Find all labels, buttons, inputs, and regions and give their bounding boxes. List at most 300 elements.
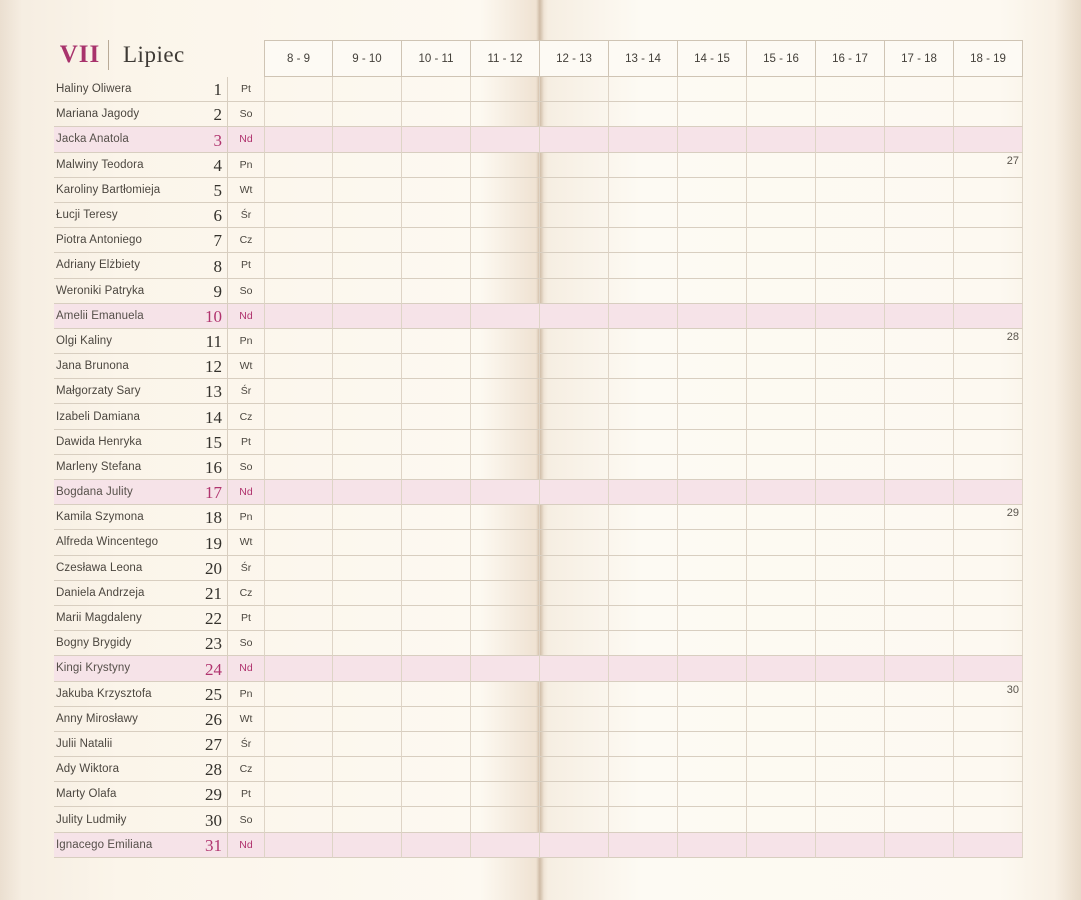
hour-slot-cell[interactable] xyxy=(540,153,609,178)
hour-slot-cell[interactable] xyxy=(816,581,885,606)
hour-slot-cell[interactable] xyxy=(333,757,402,782)
hour-slot-cell[interactable] xyxy=(471,581,540,606)
hour-slot-cell[interactable] xyxy=(333,178,402,203)
hour-slot-cell[interactable] xyxy=(885,77,954,102)
hour-slot-cell[interactable] xyxy=(678,203,747,228)
hour-slot-cell[interactable] xyxy=(540,379,609,404)
hour-slot-cell[interactable] xyxy=(678,581,747,606)
hour-slot-cell[interactable] xyxy=(264,430,333,455)
hour-slot-cell[interactable] xyxy=(609,807,678,832)
hour-slot-cell[interactable] xyxy=(885,379,954,404)
hour-slot-cell[interactable] xyxy=(954,556,1023,581)
hour-slot-cell[interactable] xyxy=(747,707,816,732)
hour-slot-cell[interactable] xyxy=(540,329,609,354)
hour-slot-cell[interactable] xyxy=(402,707,471,732)
hour-slot-cell[interactable] xyxy=(747,127,816,152)
hour-slot-cell[interactable] xyxy=(678,606,747,631)
hour-slot-cell[interactable] xyxy=(471,253,540,278)
hour-slot-cell[interactable] xyxy=(885,253,954,278)
hour-slot-cell[interactable] xyxy=(747,455,816,480)
hour-slot-cell[interactable] xyxy=(333,153,402,178)
hour-slot-cell[interactable] xyxy=(678,354,747,379)
hour-slot-cell[interactable] xyxy=(747,480,816,505)
hour-slot-cell[interactable] xyxy=(471,228,540,253)
hour-slot-cell[interactable] xyxy=(747,430,816,455)
hour-slot-cell[interactable] xyxy=(816,379,885,404)
hour-slot-cell[interactable] xyxy=(471,279,540,304)
hour-slot-cell[interactable] xyxy=(816,404,885,429)
hour-slot-cell[interactable] xyxy=(885,707,954,732)
hour-slot-cell[interactable] xyxy=(954,807,1023,832)
hour-slot-cell[interactable] xyxy=(747,581,816,606)
hour-slot-cell[interactable] xyxy=(471,354,540,379)
hour-slot-cell[interactable] xyxy=(471,404,540,429)
hour-slot-cell[interactable] xyxy=(540,807,609,832)
hour-slot-cell[interactable] xyxy=(816,505,885,530)
hour-slot-cell[interactable] xyxy=(954,505,1023,530)
hour-slot-cell[interactable] xyxy=(816,127,885,152)
hour-slot-cell[interactable] xyxy=(678,455,747,480)
hour-slot-cell[interactable] xyxy=(747,732,816,757)
hour-slot-cell[interactable] xyxy=(402,304,471,329)
hour-slot-cell[interactable] xyxy=(885,354,954,379)
hour-slot-cell[interactable] xyxy=(816,757,885,782)
hour-slot-cell[interactable] xyxy=(885,833,954,858)
hour-slot-cell[interactable] xyxy=(333,430,402,455)
hour-slot-cell[interactable] xyxy=(264,782,333,807)
hour-slot-cell[interactable] xyxy=(678,404,747,429)
hour-slot-cell[interactable] xyxy=(609,253,678,278)
hour-slot-cell[interactable] xyxy=(954,732,1023,757)
hour-slot-cell[interactable] xyxy=(402,203,471,228)
hour-slot-cell[interactable] xyxy=(402,228,471,253)
hour-slot-cell[interactable] xyxy=(471,127,540,152)
hour-slot-cell[interactable] xyxy=(678,178,747,203)
hour-slot-cell[interactable] xyxy=(609,178,678,203)
hour-slot-cell[interactable] xyxy=(471,682,540,707)
hour-slot-cell[interactable] xyxy=(678,505,747,530)
hour-slot-cell[interactable] xyxy=(333,732,402,757)
hour-slot-cell[interactable] xyxy=(333,530,402,555)
hour-slot-cell[interactable] xyxy=(678,379,747,404)
hour-slot-cell[interactable] xyxy=(333,807,402,832)
hour-slot-cell[interactable] xyxy=(609,228,678,253)
hour-slot-cell[interactable] xyxy=(678,228,747,253)
hour-slot-cell[interactable] xyxy=(885,178,954,203)
hour-slot-cell[interactable] xyxy=(333,127,402,152)
hour-slot-cell[interactable] xyxy=(609,530,678,555)
hour-slot-cell[interactable] xyxy=(816,707,885,732)
hour-slot-cell[interactable] xyxy=(954,77,1023,102)
hour-slot-cell[interactable] xyxy=(678,732,747,757)
hour-slot-cell[interactable] xyxy=(402,404,471,429)
hour-slot-cell[interactable] xyxy=(333,505,402,530)
hour-slot-cell[interactable] xyxy=(333,404,402,429)
hour-slot-cell[interactable] xyxy=(471,77,540,102)
hour-slot-cell[interactable] xyxy=(816,782,885,807)
hour-slot-cell[interactable] xyxy=(540,631,609,656)
hour-slot-cell[interactable] xyxy=(333,354,402,379)
hour-slot-cell[interactable] xyxy=(816,203,885,228)
hour-slot-cell[interactable] xyxy=(609,102,678,127)
hour-slot-cell[interactable] xyxy=(816,77,885,102)
hour-slot-cell[interactable] xyxy=(402,127,471,152)
hour-slot-cell[interactable] xyxy=(747,631,816,656)
hour-slot-cell[interactable] xyxy=(609,757,678,782)
hour-slot-cell[interactable] xyxy=(954,279,1023,304)
hour-slot-cell[interactable] xyxy=(678,807,747,832)
hour-slot-cell[interactable] xyxy=(954,757,1023,782)
hour-slot-cell[interactable] xyxy=(264,304,333,329)
hour-slot-cell[interactable] xyxy=(747,782,816,807)
hour-slot-cell[interactable] xyxy=(264,404,333,429)
hour-slot-cell[interactable] xyxy=(747,102,816,127)
hour-slot-cell[interactable] xyxy=(540,203,609,228)
hour-slot-cell[interactable] xyxy=(540,455,609,480)
hour-slot-cell[interactable] xyxy=(264,530,333,555)
hour-slot-cell[interactable] xyxy=(609,656,678,681)
hour-slot-cell[interactable] xyxy=(954,102,1023,127)
hour-slot-cell[interactable] xyxy=(885,530,954,555)
hour-slot-cell[interactable] xyxy=(471,707,540,732)
hour-slot-cell[interactable] xyxy=(540,833,609,858)
hour-slot-cell[interactable] xyxy=(609,379,678,404)
hour-slot-cell[interactable] xyxy=(540,279,609,304)
hour-slot-cell[interactable] xyxy=(264,505,333,530)
hour-slot-cell[interactable] xyxy=(609,505,678,530)
hour-slot-cell[interactable] xyxy=(885,228,954,253)
hour-slot-cell[interactable] xyxy=(540,354,609,379)
hour-slot-cell[interactable] xyxy=(471,430,540,455)
hour-slot-cell[interactable] xyxy=(678,631,747,656)
hour-slot-cell[interactable] xyxy=(816,631,885,656)
hour-slot-cell[interactable] xyxy=(678,530,747,555)
hour-slot-cell[interactable] xyxy=(333,606,402,631)
hour-slot-cell[interactable] xyxy=(540,606,609,631)
hour-slot-cell[interactable] xyxy=(885,329,954,354)
hour-slot-cell[interactable] xyxy=(471,480,540,505)
hour-slot-cell[interactable] xyxy=(333,203,402,228)
hour-slot-cell[interactable] xyxy=(471,656,540,681)
hour-slot-cell[interactable] xyxy=(678,757,747,782)
hour-slot-cell[interactable] xyxy=(402,354,471,379)
hour-slot-cell[interactable] xyxy=(471,505,540,530)
hour-slot-cell[interactable] xyxy=(816,682,885,707)
hour-slot-cell[interactable] xyxy=(747,606,816,631)
hour-slot-cell[interactable] xyxy=(885,606,954,631)
hour-slot-cell[interactable] xyxy=(885,279,954,304)
hour-slot-cell[interactable] xyxy=(471,631,540,656)
hour-slot-cell[interactable] xyxy=(747,354,816,379)
hour-slot-cell[interactable] xyxy=(264,480,333,505)
hour-slot-cell[interactable] xyxy=(540,556,609,581)
hour-slot-cell[interactable] xyxy=(816,480,885,505)
hour-slot-cell[interactable] xyxy=(816,732,885,757)
hour-slot-cell[interactable] xyxy=(333,379,402,404)
hour-slot-cell[interactable] xyxy=(954,203,1023,228)
hour-slot-cell[interactable] xyxy=(678,127,747,152)
hour-slot-cell[interactable] xyxy=(540,404,609,429)
hour-slot-cell[interactable] xyxy=(471,304,540,329)
hour-slot-cell[interactable] xyxy=(885,757,954,782)
hour-slot-cell[interactable] xyxy=(816,606,885,631)
hour-slot-cell[interactable] xyxy=(264,732,333,757)
hour-slot-cell[interactable] xyxy=(540,253,609,278)
hour-slot-cell[interactable] xyxy=(678,656,747,681)
hour-slot-cell[interactable] xyxy=(885,304,954,329)
hour-slot-cell[interactable] xyxy=(264,253,333,278)
hour-slot-cell[interactable] xyxy=(471,530,540,555)
hour-slot-cell[interactable] xyxy=(540,530,609,555)
hour-slot-cell[interactable] xyxy=(471,379,540,404)
hour-slot-cell[interactable] xyxy=(264,631,333,656)
hour-slot-cell[interactable] xyxy=(402,505,471,530)
hour-slot-cell[interactable] xyxy=(264,77,333,102)
hour-slot-cell[interactable] xyxy=(402,807,471,832)
hour-slot-cell[interactable] xyxy=(540,707,609,732)
hour-slot-cell[interactable] xyxy=(816,304,885,329)
hour-slot-cell[interactable] xyxy=(885,682,954,707)
hour-slot-cell[interactable] xyxy=(609,127,678,152)
hour-slot-cell[interactable] xyxy=(333,707,402,732)
hour-slot-cell[interactable] xyxy=(678,782,747,807)
hour-slot-cell[interactable] xyxy=(402,102,471,127)
hour-slot-cell[interactable] xyxy=(402,631,471,656)
hour-slot-cell[interactable] xyxy=(264,833,333,858)
hour-slot-cell[interactable] xyxy=(333,279,402,304)
hour-slot-cell[interactable] xyxy=(402,833,471,858)
hour-slot-cell[interactable] xyxy=(471,807,540,832)
hour-slot-cell[interactable] xyxy=(885,631,954,656)
hour-slot-cell[interactable] xyxy=(816,228,885,253)
hour-slot-cell[interactable] xyxy=(678,556,747,581)
hour-slot-cell[interactable] xyxy=(816,354,885,379)
hour-slot-cell[interactable] xyxy=(954,581,1023,606)
hour-slot-cell[interactable] xyxy=(402,530,471,555)
hour-slot-cell[interactable] xyxy=(954,606,1023,631)
hour-slot-cell[interactable] xyxy=(333,782,402,807)
hour-slot-cell[interactable] xyxy=(333,228,402,253)
hour-slot-cell[interactable] xyxy=(471,833,540,858)
hour-slot-cell[interactable] xyxy=(747,556,816,581)
hour-slot-cell[interactable] xyxy=(954,153,1023,178)
hour-slot-cell[interactable] xyxy=(264,606,333,631)
hour-slot-cell[interactable] xyxy=(609,833,678,858)
hour-slot-cell[interactable] xyxy=(747,253,816,278)
hour-slot-cell[interactable] xyxy=(609,404,678,429)
hour-slot-cell[interactable] xyxy=(402,556,471,581)
hour-slot-cell[interactable] xyxy=(540,480,609,505)
hour-slot-cell[interactable] xyxy=(816,807,885,832)
hour-slot-cell[interactable] xyxy=(747,329,816,354)
hour-slot-cell[interactable] xyxy=(609,354,678,379)
hour-slot-cell[interactable] xyxy=(678,102,747,127)
hour-slot-cell[interactable] xyxy=(333,304,402,329)
hour-slot-cell[interactable] xyxy=(471,455,540,480)
hour-slot-cell[interactable] xyxy=(954,782,1023,807)
hour-slot-cell[interactable] xyxy=(264,455,333,480)
hour-slot-cell[interactable] xyxy=(264,228,333,253)
hour-slot-cell[interactable] xyxy=(609,455,678,480)
hour-slot-cell[interactable] xyxy=(747,279,816,304)
hour-slot-cell[interactable] xyxy=(954,178,1023,203)
hour-slot-cell[interactable] xyxy=(402,757,471,782)
hour-slot-cell[interactable] xyxy=(540,102,609,127)
hour-slot-cell[interactable] xyxy=(747,304,816,329)
hour-slot-cell[interactable] xyxy=(402,732,471,757)
hour-slot-cell[interactable] xyxy=(885,430,954,455)
hour-slot-cell[interactable] xyxy=(333,102,402,127)
hour-slot-cell[interactable] xyxy=(678,833,747,858)
hour-slot-cell[interactable] xyxy=(609,682,678,707)
hour-slot-cell[interactable] xyxy=(954,354,1023,379)
hour-slot-cell[interactable] xyxy=(402,581,471,606)
hour-slot-cell[interactable] xyxy=(885,807,954,832)
hour-slot-cell[interactable] xyxy=(609,556,678,581)
hour-slot-cell[interactable] xyxy=(954,228,1023,253)
hour-slot-cell[interactable] xyxy=(954,379,1023,404)
hour-slot-cell[interactable] xyxy=(402,77,471,102)
hour-slot-cell[interactable] xyxy=(885,732,954,757)
hour-slot-cell[interactable] xyxy=(747,178,816,203)
hour-slot-cell[interactable] xyxy=(609,153,678,178)
hour-slot-cell[interactable] xyxy=(264,203,333,228)
hour-slot-cell[interactable] xyxy=(885,556,954,581)
hour-slot-cell[interactable] xyxy=(747,505,816,530)
hour-slot-cell[interactable] xyxy=(333,656,402,681)
hour-slot-cell[interactable] xyxy=(678,707,747,732)
hour-slot-cell[interactable] xyxy=(402,329,471,354)
hour-slot-cell[interactable] xyxy=(747,807,816,832)
hour-slot-cell[interactable] xyxy=(471,102,540,127)
hour-slot-cell[interactable] xyxy=(747,757,816,782)
hour-slot-cell[interactable] xyxy=(609,480,678,505)
hour-slot-cell[interactable] xyxy=(747,833,816,858)
hour-slot-cell[interactable] xyxy=(471,203,540,228)
hour-slot-cell[interactable] xyxy=(402,656,471,681)
hour-slot-cell[interactable] xyxy=(264,707,333,732)
hour-slot-cell[interactable] xyxy=(885,656,954,681)
hour-slot-cell[interactable] xyxy=(609,732,678,757)
hour-slot-cell[interactable] xyxy=(402,782,471,807)
hour-slot-cell[interactable] xyxy=(540,178,609,203)
hour-slot-cell[interactable] xyxy=(471,556,540,581)
hour-slot-cell[interactable] xyxy=(264,379,333,404)
hour-slot-cell[interactable] xyxy=(402,279,471,304)
hour-slot-cell[interactable] xyxy=(540,757,609,782)
hour-slot-cell[interactable] xyxy=(816,656,885,681)
hour-slot-cell[interactable] xyxy=(885,505,954,530)
hour-slot-cell[interactable] xyxy=(264,178,333,203)
hour-slot-cell[interactable] xyxy=(885,102,954,127)
hour-slot-cell[interactable] xyxy=(678,430,747,455)
hour-slot-cell[interactable] xyxy=(954,304,1023,329)
hour-slot-cell[interactable] xyxy=(471,153,540,178)
hour-slot-cell[interactable] xyxy=(264,682,333,707)
hour-slot-cell[interactable] xyxy=(747,203,816,228)
hour-slot-cell[interactable] xyxy=(540,304,609,329)
hour-slot-cell[interactable] xyxy=(816,178,885,203)
hour-slot-cell[interactable] xyxy=(333,455,402,480)
hour-slot-cell[interactable] xyxy=(954,127,1023,152)
hour-slot-cell[interactable] xyxy=(264,581,333,606)
hour-slot-cell[interactable] xyxy=(609,606,678,631)
hour-slot-cell[interactable] xyxy=(471,782,540,807)
hour-slot-cell[interactable] xyxy=(402,480,471,505)
hour-slot-cell[interactable] xyxy=(264,757,333,782)
hour-slot-cell[interactable] xyxy=(747,379,816,404)
hour-slot-cell[interactable] xyxy=(678,304,747,329)
hour-slot-cell[interactable] xyxy=(954,833,1023,858)
hour-slot-cell[interactable] xyxy=(609,329,678,354)
hour-slot-cell[interactable] xyxy=(816,253,885,278)
hour-slot-cell[interactable] xyxy=(954,480,1023,505)
hour-slot-cell[interactable] xyxy=(471,606,540,631)
hour-slot-cell[interactable] xyxy=(264,354,333,379)
hour-slot-cell[interactable] xyxy=(264,127,333,152)
hour-slot-cell[interactable] xyxy=(816,279,885,304)
hour-slot-cell[interactable] xyxy=(954,404,1023,429)
hour-slot-cell[interactable] xyxy=(954,682,1023,707)
hour-slot-cell[interactable] xyxy=(333,631,402,656)
hour-slot-cell[interactable] xyxy=(747,153,816,178)
hour-slot-cell[interactable] xyxy=(678,682,747,707)
hour-slot-cell[interactable] xyxy=(885,480,954,505)
hour-slot-cell[interactable] xyxy=(540,581,609,606)
hour-slot-cell[interactable] xyxy=(678,279,747,304)
hour-slot-cell[interactable] xyxy=(609,707,678,732)
hour-slot-cell[interactable] xyxy=(954,329,1023,354)
hour-slot-cell[interactable] xyxy=(816,102,885,127)
hour-slot-cell[interactable] xyxy=(885,153,954,178)
hour-slot-cell[interactable] xyxy=(885,127,954,152)
hour-slot-cell[interactable] xyxy=(747,228,816,253)
hour-slot-cell[interactable] xyxy=(540,127,609,152)
hour-slot-cell[interactable] xyxy=(333,581,402,606)
hour-slot-cell[interactable] xyxy=(540,682,609,707)
hour-slot-cell[interactable] xyxy=(402,430,471,455)
hour-slot-cell[interactable] xyxy=(678,77,747,102)
hour-slot-cell[interactable] xyxy=(540,656,609,681)
hour-slot-cell[interactable] xyxy=(471,757,540,782)
hour-slot-cell[interactable] xyxy=(333,480,402,505)
hour-slot-cell[interactable] xyxy=(954,430,1023,455)
hour-slot-cell[interactable] xyxy=(264,329,333,354)
hour-slot-cell[interactable] xyxy=(816,153,885,178)
hour-slot-cell[interactable] xyxy=(816,530,885,555)
hour-slot-cell[interactable] xyxy=(402,253,471,278)
hour-slot-cell[interactable] xyxy=(471,329,540,354)
hour-slot-cell[interactable] xyxy=(816,430,885,455)
hour-slot-cell[interactable] xyxy=(747,404,816,429)
hour-slot-cell[interactable] xyxy=(402,606,471,631)
hour-slot-cell[interactable] xyxy=(333,253,402,278)
hour-slot-cell[interactable] xyxy=(609,430,678,455)
hour-slot-cell[interactable] xyxy=(264,807,333,832)
hour-slot-cell[interactable] xyxy=(333,77,402,102)
hour-slot-cell[interactable] xyxy=(402,178,471,203)
hour-slot-cell[interactable] xyxy=(609,631,678,656)
hour-slot-cell[interactable] xyxy=(885,581,954,606)
hour-slot-cell[interactable] xyxy=(609,304,678,329)
hour-slot-cell[interactable] xyxy=(816,833,885,858)
hour-slot-cell[interactable] xyxy=(402,455,471,480)
hour-slot-cell[interactable] xyxy=(609,782,678,807)
hour-slot-cell[interactable] xyxy=(333,329,402,354)
hour-slot-cell[interactable] xyxy=(264,656,333,681)
hour-slot-cell[interactable] xyxy=(264,556,333,581)
hour-slot-cell[interactable] xyxy=(609,203,678,228)
